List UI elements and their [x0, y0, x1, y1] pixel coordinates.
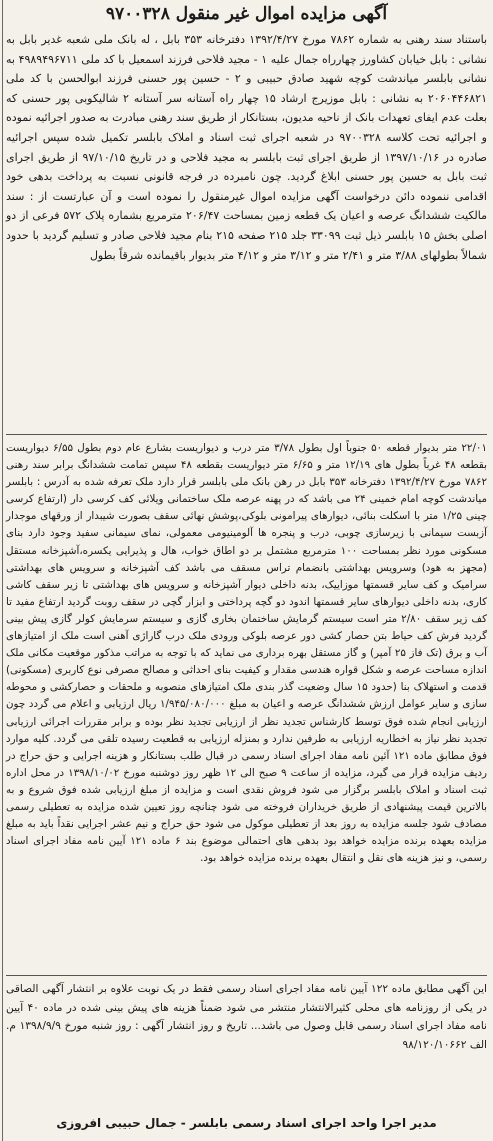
signature-line: مدیر اجرا واحد اجرای اسناد رسمی بابلسر - جمال حبیبی افروزی — [56, 1116, 437, 1130]
notice-section-1: باستناد سند رهنی به شماره ۷۸۶۲ مورخ ۱۳۹۲/۴/۲۷ دفترخانه ۳۵۳ بابل ، له بانک ملی شعبه غدیر بابل به نشانی : بابل خیابان کشاورز چهارراه جمال علیه ۱ - مجید فلاحی فرزند اسمعیل با کد ملی ۴۹۸۹۴۹۶۷۱۱ به نشانی بابلسر میاندشت کوچه شهید صادق حبیبی و ۲ - حسین پور حسنی فرزند ابوالحسن با کد ملی ۲۰۶۰۴۴۶۸۲۱ به نشانی : بابل موزیرج ارشاد ۱۵ چهار راه آستانه سر آستانه ۲ شالیکوبی پور حسنی که بعلت عدم ایفای تعهدات بانک از ناحیه مدیون، بستانکار از طریق سند رهنی مبادرت به صدور اجرائیه نموده و اجرائیه تحت کلاسه ۹۷۰۰۳۲۸ در شعبه اجرای ثبت اسناد و املاک بابلسر تکمیل شده سپس اجرائیه صادره در ۱۳۹۷/۱۰/۱۶ از طریق اجرای ثبت بابلسر به مجید فلاحی و در تاریخ ۹۷/۱۰/۱۵ از طریق اجرای ثبت بابل به حسین پور حسنی ابلاغ گردید. چون نامبرده در فرجه قانونی نسبت به پرداخت بدهی خود اقدامی ننموده دائن درخواست آگهی مزایده اموال غیرمنقول را نموده است و آن عبارتست از : سند مالکیت ششدانگ عرصه و اعیان یک قطعه زمین بمساحت ۲۰۶/۴۷ مترمربع بشماره پلاک ۵۷۲ فرعی از دو اصلی بخش ۱۵ بابلسر ذیل ثبت ۳۳۰۹۹ جلد ۲۱۵ صفحه ۲۱۵ بنام مجید فلاحی صادر و تسلیم گردید با حدود شمالاً بطولهای ۳/۸۸ متر و ۲/۴۱ متر و ۳/۱۲ متر و ۴/۱۲ متر بدیوار باقیمانده شرقاً بطول — [6, 30, 487, 435]
notice-section-2: ۲۲/۰۱ متر بدیوار قطعه ۵۰ جنوباً اول بطول ۳/۷۸ متر درب و دیواریست بشارع عام دوم بطول ۶/۵۵ دیواریست بقطعه ۴۸ غرباً بطول های ۱۲/۱۹ متر و ۶/۶۵ متر دیواریست بقطعه ۴۸ سپس تمامت ششدانگ برابر سند رهنی ۷۸۶۲ مورخ ۱۳۹۲/۴/۲۷ دفترخانه ۳۵۳ بابل در رهن بانک ملی بابلسر قرار دارد ملک تعرفه شده به آدرس : بابلسر میاندشت کوچه امام خمینی ۲۴ می باشد که در پهنه عرصه ملک ساختمانی ویلائی کف کرسی دار (ارتفاع کرسی چینی ۱/۲۵ متر با اسکلت بنائی، دیوارهای پیرامونی بلوکی،پوشش نهائی سقف بصورت شیبدار از ورقهای موجدار آزبست سیمانی با زیرسازی چوبی، درب و پنجره ها آلومینیومی معمولی، نمای سیمانی سفید وجود دارد بنای مسکونی مورد نظر بمساحت ۱۰۰ مترمربع مشتمل بر دو اطاق خواب، هال و پذیرایی یکسره،آشپزخانه مستقل (مجهز به هود) وسرویس بهداشتی بانضمام تراس مسقف می باشد کف آشپزخانه و سرویس های بهداشتی سرامیک و کف سایر قسمتها موزاییک، بدنه داخلی دیوار آشپزخانه و سرویس های بهداشتی تا زیر سقف کاشی کاری، بدنه داخلی دیوارهای سایر قسمتها اندود دو گچه پرداختی و ابزار گچی در سقف روبت گردید ارتفاع مفید تا کف زیر سقف ۲/۸۰ متر است سیستم گرمایش ساختمان بخاری گازی و سیستم سرمایش کولر گازی پیش بینی گردید فرش کف حیاط بتن حصار کشی دور عرصه بلوکی ورودی ملک درب گاراژی آهنی است ملک از امتیازهای آب و برق (تک فاز ۲۵ آمپر) و گاز مستقل بهره برداری می نماید که با توجه به مراتب مذکور موقعیت مکانی ملک اندازه مساحت عرصه و شکل قواره هندسی مقدار و کیفیت بنای احداثی و مصالح مصرفی نوع کاربری (مسکونی) قدمت و استهلاک بنا (حدود ۱۵ سال وضعیت گذر بندی ملک امتیازهای منصوبه و ملحقات و حصارکشی و محوطه سازی و سایر عوامل ارزش ششدانگ عرصه و اعیان به مبلغ ۱/۹۴۵/۰۸۰/۰۰۰ ریال ارزیابی و اعلام می گردد چون ارزیابی انجام شده فوق توسط کارشناس تجدید نظر از ارزیابی تجدید نظر بوده و برابر مقررات اجرائی ارزیابی تجدید نظر نیاز به اخطاریه ارزیابی به طرفین ندارد و بمنزله ارزیابی به قطعیت رسیده تلقی می گردد. کلیه موارد فوق مطابق ماده ۱۲۱ آئین نامه مفاد اجرای اسناد رسمی در قبال طلب بستانکار و هزینه اجرایی و حق حراج در ردیف مزایده قرار می گیرد، مزایده از ساعت ۹ صبح الی ۱۲ ظهر روز دوشنبه مورخ ۱۳۹۸/۱۰/۰۲ در محل اداره ثبت اسناد و املاک بابلسر برگزار می شود فروش نقدی است و مزایده از مبلغ ارزیابی شده فوق شروع و به بالاترین قیمت پیشنهادی از طریق خریداران فروخته می شود چنانچه روز تعیین شده مزایده به تعطیلی رسمی مصادف شود جلسه مزایده به روز بعد از تعطیلی موکول می شود حق حراج و نیم عشر اجرایی نقداً باید به مبلغ مزایده بعهده برنده مزایده خواهد بود بدهی های احتمالی موضوع بند ۶ ماده ۱۲۱ آیین نامه مفاد اجرای اسناد رسمی، و نیز هزینه های نقل و انتقال بعهده برنده مزایده خواهد بود. — [6, 442, 488, 865]
notice-title: آگهی مزایده اموال غیر منقول ۹۷۰۰۳۲۸ — [105, 4, 388, 24]
notice-section-3: این آگهی مطابق ماده ۱۲۲ آیین نامه مفاد اجرای اسناد رسمی فقط در یک نوبت علاوه بر انتشار آگهی الصاقی در یکی از روزنامه های محلی کثیرالانتشار منتشر می شود ضمناً هزینه های پیش بینی شده در ماده ۴۰ آیین نامه مفاد اجرای اسناد رسمی قابل وصول می باشد... تاریخ و روز انتشار آگهی : روز شنبه مورخ ۱۳۹۸/۹/۹ م. الف ۹۸/۱۲۰/۱۰۶۶۲ — [6, 975, 487, 1110]
column-rule — [2, 0, 3, 1141]
